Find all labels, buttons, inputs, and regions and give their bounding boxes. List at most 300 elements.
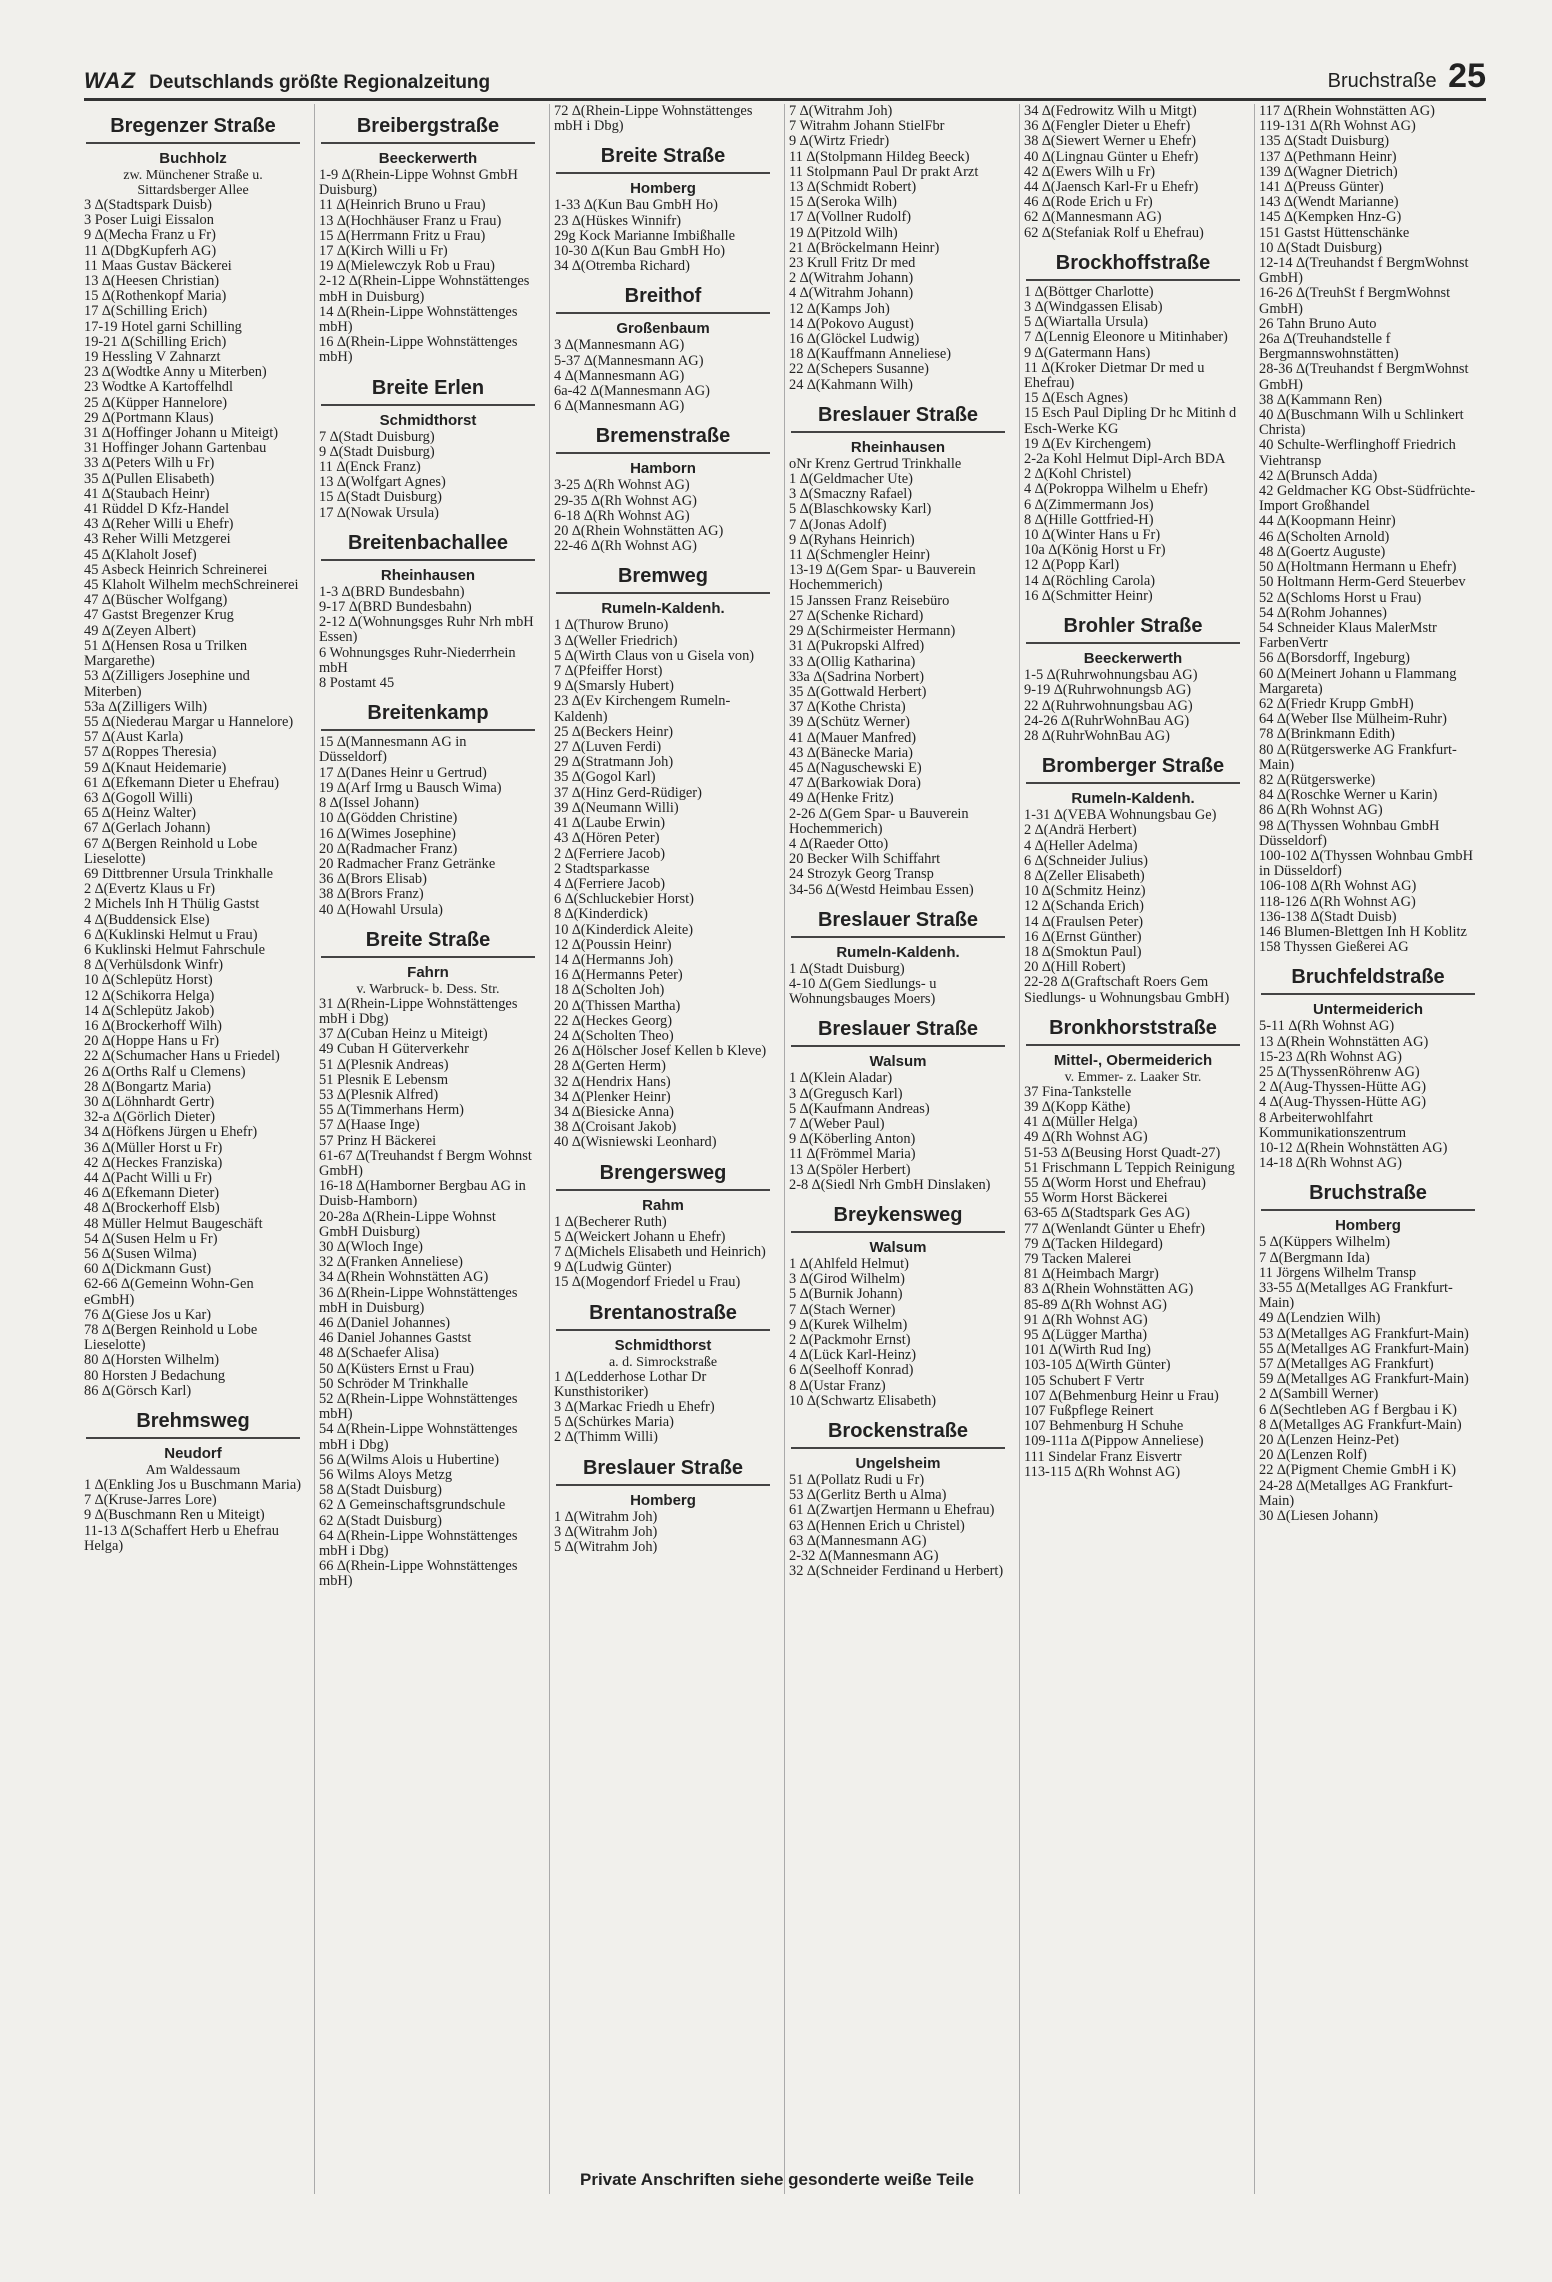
address-entry: 3 ∆(Weller Friedrich) <box>554 632 678 649</box>
address-entry: 6 ∆(Kuklinski Helmut u Frau) <box>84 926 258 943</box>
address-entry: 46 ∆(Efkemann Dieter) <box>84 1185 220 1202</box>
address-entry: 4 ∆(Heller Adelma) <box>1024 837 1138 854</box>
address-entry: 3 Poser Luigi Eissalon <box>84 212 214 229</box>
address-entry: 10 ∆(Schwartz Elisabeth) <box>789 1392 937 1409</box>
address-entry: 3-25 ∆(Rh Wohnst AG) <box>554 477 690 494</box>
address-entry: 34 ∆(Rhein Wohnstätten AG) <box>319 1269 489 1286</box>
address-entry: 22 ∆(Ruhrwohnungsbau AG) <box>1024 697 1193 714</box>
address-entry: 20 Radmacher Franz Getränke <box>319 855 496 872</box>
address-entry: 66 ∆(Rhein-Lippe Wohnstättenges mbH) <box>319 1558 522 1590</box>
address-entry: 13 ∆(Rhein Wohnstätten AG) <box>1259 1033 1429 1050</box>
address-entry: 7 ∆(Kruse-Jarres Lore) <box>84 1492 217 1509</box>
address-entry: 34-56 ∆(Westd Heimbau Essen) <box>789 881 974 898</box>
address-entry: 37 ∆(Cuban Heinz u Miteigt) <box>319 1026 488 1043</box>
address-entry: 9 ∆(Köberling Anton) <box>789 1131 916 1148</box>
district-label: Hamborn <box>630 460 696 478</box>
address-entry: 41 ∆(Mauer Manfred) <box>789 729 917 746</box>
address-entry: 29 ∆(Portmann Klaus) <box>84 409 214 426</box>
address-entry: 86 ∆(Rh Wohnst AG) <box>1259 802 1383 819</box>
address-entry: 36 ∆(Müller Horst u Fr) <box>84 1139 223 1156</box>
street-heading: Breslauer Straße <box>791 908 1005 938</box>
address-entry: 14 ∆(Rhein-Lippe Wohnstättenges mbH) <box>319 303 522 336</box>
street-section-note: v. Emmer- z. Laaker Str. <box>1064 1069 1202 1085</box>
address-entry: 5 ∆(Burnik Johann) <box>789 1286 903 1303</box>
address-entry: 100-102 ∆(Thyssen Wohnbau GmbH in Düsseldorf) <box>1259 847 1477 880</box>
address-entry: 7 ∆(Witrahm Joh) <box>789 104 893 119</box>
waz-logo: WAZ <box>84 68 136 93</box>
address-entry: 135 ∆(Stadt Duisburg) <box>1259 133 1390 150</box>
address-entry: 8 ∆(Kinderdick) <box>554 906 648 923</box>
address-entry: 33-55 ∆(Metallges AG Frankfurt-Main) <box>1259 1280 1453 1312</box>
address-entry: 11 ∆(DbgKupferh AG) <box>84 242 217 259</box>
address-entry: 6 ∆(Sechtleben AG f Bergbau i K) <box>1259 1401 1457 1418</box>
address-entry: 1 ∆(Ledderhose Lothar Dr Kunsthistoriker) <box>554 1368 710 1400</box>
address-entry: 80 ∆(Rütgerswerke AG Frankfurt-Main) <box>1259 741 1457 773</box>
address-entry: 40 ∆(Howahl Ursula) <box>319 901 443 918</box>
address-entry: 4-10 ∆(Gem Siedlungs- u Wohnungsbauges Moers) <box>789 975 940 1008</box>
address-entry: 12 ∆(Kamps Joh) <box>789 300 890 317</box>
address-entry: 57 ∆(Haase Inge) <box>319 1117 420 1134</box>
address-entry: 8 Postamt 45 <box>319 675 395 692</box>
address-entry: 28 ∆(RuhrWohnBau AG) <box>1024 727 1170 744</box>
address-entry: 33a ∆(Sadrina Norbert) <box>789 668 925 685</box>
street-heading: Breykensweg <box>791 1203 1005 1233</box>
district-label: Untermeiderich <box>1312 1001 1424 1019</box>
address-entry: 9 ∆(Ludwig Günter) <box>554 1259 672 1276</box>
address-entry: 103-105 ∆(Wirth Günter) <box>1024 1357 1171 1374</box>
street-heading: Breitenbachallee <box>321 531 535 561</box>
address-entry: 91 ∆(Rh Wohnst AG) <box>1024 1311 1148 1328</box>
address-entry: 9-19 ∆(Ruhrwohnungsb AG) <box>1024 682 1192 699</box>
directory-column <box>1254 104 1477 2194</box>
address-entry: 1 ∆(Geldmacher Ute) <box>789 471 913 488</box>
address-entry: 34 ∆(Höfkens Jürgen u Ehefr) <box>84 1124 258 1141</box>
address-entry: 54 ∆(Rhein-Lippe Wohnstättenges mbH i Dbg) <box>319 1421 522 1453</box>
address-entry: 32-a ∆(Görlich Dieter) <box>84 1109 216 1126</box>
address-entry: 8 ∆(Metallges AG Frankfurt-Main) <box>1259 1416 1462 1433</box>
address-entry: 32 ∆(Schneider Ferdinand u Herbert) <box>789 1563 1004 1580</box>
address-entry: 18 ∆(Kauffmann Anneliese) <box>789 346 951 363</box>
address-entry: 85-89 ∆(Rh Wohnst AG) <box>1024 1296 1167 1313</box>
address-entry: 69 Dittbrenner Ursula Trinkhalle <box>84 865 274 882</box>
address-entry: 80 Horsten J Bedachung <box>84 1367 226 1384</box>
address-entry: 22 ∆(Heckes Georg) <box>554 1012 673 1029</box>
address-entry: 2 ∆(Ferriere Jacob) <box>554 845 666 862</box>
address-entry: 12-14 ∆(Treuhandst f BergmWohnst GmbH) <box>1259 255 1473 287</box>
address-entry: 29 ∆(Stratmann Joh) <box>554 754 674 771</box>
address-entry: 7 ∆(Stadt Duisburg) <box>319 428 435 445</box>
address-entry: 63 ∆(Hennen Erich u Christel) <box>789 1517 965 1534</box>
address-entry: 51 Plesnik E Lebensm <box>319 1071 449 1088</box>
address-entry: 16 ∆(Wimes Josephine) <box>319 825 456 842</box>
address-entry: 52 ∆(Rhein-Lippe Wohnstättenges mbH) <box>319 1391 522 1423</box>
address-entry: 44 ∆(Jaensch Karl-Fr u Ehefr) <box>1024 179 1199 196</box>
address-entry: 8 ∆(Issel Johann) <box>319 795 419 812</box>
address-entry: 8 Arbeiterwohlfahrt Kommunikationszentrum <box>1259 1109 1407 1141</box>
address-entry: 20 ∆(Radmacher Franz) <box>319 840 458 857</box>
address-entry: 5 ∆(Witrahm Joh) <box>554 1539 658 1555</box>
address-entry: 6 ∆(Zimmermann Jos) <box>1024 496 1154 513</box>
address-entry: 32 ∆(Hendrix Hans) <box>554 1073 671 1090</box>
address-entry: 2-12 ∆(Wohnungsges Ruhr Nrh mbH Essen) <box>319 614 537 646</box>
address-entry: 23 Krull Fritz Dr med <box>789 255 916 272</box>
address-entry: 107 ∆(Behmenburg Heinr u Frau) <box>1024 1387 1219 1404</box>
address-entry: 7 ∆(Lennig Eleonore u Mitinhaber) <box>1024 329 1228 346</box>
address-entry: 36 ∆(Fengler Dieter u Ehefr) <box>1024 118 1191 135</box>
address-entry: 26 ∆(Orths Ralf u Clemens) <box>84 1063 246 1080</box>
address-entry: 67 ∆(Gerlach Johann) <box>84 820 211 837</box>
address-entry: 29-35 ∆(Rh Wohnst AG) <box>554 492 697 509</box>
address-entry: 24 ∆(Scholten Theo) <box>554 1027 674 1044</box>
street-heading: Bruchfeldstraße <box>1261 965 1475 995</box>
address-entry: 3 ∆(Smaczny Rafael) <box>789 486 913 503</box>
address-entry: 63-65 ∆(Stadtspark Ges AG) <box>1024 1205 1190 1222</box>
address-entry: 119-131 ∆(Rh Wohnst AG) <box>1259 118 1416 135</box>
address-entry: 8 ∆(Verhülsdonk Winfr) <box>84 957 224 974</box>
address-entry: 5 ∆(Küppers Wilhelm) <box>1259 1234 1391 1251</box>
address-entry: 19 ∆(Pitzold Wilh) <box>789 224 898 241</box>
address-entry: 2-8 ∆(Siedl Nrh GmbH Dinslaken) <box>789 1176 991 1193</box>
address-entry: 4 ∆(Lück Karl-Heinz) <box>789 1347 917 1364</box>
address-entry: 19 Hessling V Zahnarzt <box>84 349 221 366</box>
directory-column <box>1019 104 1242 2194</box>
address-entry: 2 ∆(Packmohr Ernst) <box>789 1332 911 1348</box>
address-entry: 29g Kock Marianne Imbißhalle <box>554 227 736 244</box>
address-entry: 63 ∆(Gogoll Willi) <box>84 789 193 806</box>
address-entry: 62 ∆(Mannesmann AG) <box>1024 209 1162 226</box>
address-entry: 12 ∆(Popp Karl) <box>1024 557 1120 574</box>
address-entry: 55 Worm Horst Bäckerei <box>1024 1190 1168 1207</box>
address-entry: 6-18 ∆(Rh Wohnst AG) <box>554 507 690 524</box>
address-entry: 11 ∆(Frömmel Maria) <box>789 1146 916 1163</box>
address-entry: 13 ∆(Schmidt Robert) <box>789 179 917 196</box>
address-entry: 39 ∆(Neumann Willi) <box>554 799 679 816</box>
district-label: Walsum <box>869 1238 927 1256</box>
address-entry: 25 ∆(ThyssenRöhrenw AG) <box>1259 1063 1420 1080</box>
address-entry: 55 ∆(Timmerhans Herm) <box>319 1102 464 1119</box>
address-entry: 59 ∆(Metallges AG Frankfurt-Main) <box>1259 1371 1469 1388</box>
address-entry: 65 ∆(Heinz Walter) <box>84 805 197 822</box>
address-entry: 50 ∆(Küsters Ernst u Frau) <box>319 1360 475 1377</box>
address-entry: 46 ∆(Scholten Arnold) <box>1259 528 1390 545</box>
address-entry: 48 ∆(Goertz Auguste) <box>1259 543 1386 560</box>
district-label: Fahrn <box>407 963 449 981</box>
address-entry: 20 ∆(Rhein Wohnstätten AG) <box>554 523 724 540</box>
address-entry: 48 Müller Helmut Baugeschäft <box>84 1215 263 1232</box>
address-entry: 35 ∆(Gottwald Herbert) <box>789 683 927 700</box>
address-entry: 64 ∆(Rhein-Lippe Wohnstättenges mbH i Dbg) <box>319 1527 522 1560</box>
address-entry: 57 Prinz H Bäckerei <box>319 1132 437 1149</box>
address-entry: 15 ∆(Rothenkopf Maria) <box>84 288 227 305</box>
street-heading: Brohler Straße <box>1026 614 1240 644</box>
street-heading: Breslauer Straße <box>791 403 1005 433</box>
address-entry: 52 ∆(Schloms Horst u Frau) <box>1259 589 1422 606</box>
address-entry: 20 ∆(Lenzen Rolf) <box>1259 1447 1367 1464</box>
address-entry: 54 Schneider Klaus MalerMstr FarbenVertr <box>1259 619 1441 652</box>
address-entry: 3 ∆(Gregusch Karl) <box>789 1085 903 1102</box>
address-entry: 77 ∆(Wenlandt Günter u Ehefr) <box>1024 1220 1206 1237</box>
address-entry: 30 ∆(Löhnhardt Gertr) <box>84 1093 215 1110</box>
address-entry: 11 ∆(Kroker Dietmar Dr med u Ehefrau) <box>1024 359 1209 392</box>
address-entry: 15 Janssen Franz Reisebüro <box>789 592 950 609</box>
address-entry: 15 ∆(Mannesmann AG in Düsseldorf) <box>319 734 471 766</box>
address-entry: 5 ∆(Kaufmann Andreas) <box>789 1100 930 1117</box>
address-entry: 6 Kuklinski Helmut Fahrschule <box>84 941 266 958</box>
address-entry: 13 ∆(Spöler Herbert) <box>789 1161 911 1178</box>
district-label: Homberg <box>630 1491 696 1509</box>
address-entry: 30 ∆(Wloch Inge) <box>319 1238 423 1255</box>
address-entry: 2 Michels Inh H Thülig Gastst <box>84 896 260 913</box>
newspaper-brand <box>84 68 490 98</box>
address-entry: 158 Thyssen Gießerei AG <box>1259 939 1409 956</box>
address-entry: 1 ∆(Becherer Ruth) <box>554 1213 667 1230</box>
street-heading: Bruchstraße <box>1261 1181 1475 1211</box>
address-entry: 9-17 ∆(BRD Bundesbahn) <box>319 599 472 616</box>
address-entry: 53 ∆(Metallges AG Frankfurt-Main) <box>1259 1325 1469 1342</box>
address-entry: 6 ∆(Schluckebier Horst) <box>554 891 694 908</box>
address-entry: 4 ∆(Pokroppa Wilhelm u Ehefr) <box>1024 481 1208 498</box>
address-entry: 27 ∆(Luven Ferdi) <box>554 739 662 756</box>
address-entry: 118-126 ∆(Rh Wohnst AG) <box>1259 893 1416 910</box>
address-entry: 11 Jörgens Wilhelm Transp <box>1259 1264 1417 1281</box>
address-entry: 20 ∆(Hoppe Hans u Fr) <box>84 1033 220 1050</box>
address-entry: 79 ∆(Tacken Hildegard) <box>1024 1235 1163 1252</box>
address-entry: 46 ∆(Rode Erich u Fr) <box>1024 194 1153 211</box>
address-entry: 56 ∆(Borsdorff, Ingeburg) <box>1259 650 1410 667</box>
address-entry: 16 ∆(Rhein-Lippe Wohnstättenges mbH) <box>319 334 522 366</box>
address-entry: 78 ∆(Bergen Reinhold u Lobe Lieselotte) <box>84 1322 261 1354</box>
address-entry: 18 ∆(Scholten Joh) <box>554 982 665 999</box>
street-section-note: v. Warbruck- b. Dess. Str. <box>356 981 500 997</box>
address-entry: 13 ∆(Wolfgart Agnes) <box>319 474 446 491</box>
street-heading: Brengersweg <box>556 1161 770 1191</box>
address-entry: 5 ∆(Weickert Johann u Ehefr) <box>554 1228 726 1245</box>
address-entry: 59 ∆(Knaut Heidemarie) <box>84 759 227 776</box>
address-entry: 7 ∆(Pfeiffer Horst) <box>554 663 663 680</box>
street-heading: Bremenstraße <box>556 424 770 454</box>
address-entry: 22-46 ∆(Rh Wohnst AG) <box>554 538 697 555</box>
address-entry: 31 ∆(Rhein-Lippe Wohnstättenges mbH i Dbg) <box>319 995 522 1027</box>
address-entry: 17 ∆(Vollner Rudolf) <box>789 209 912 226</box>
address-entry: 19-21 ∆(Schilling Erich) <box>84 333 227 350</box>
address-entry: 31 ∆(Pukropski Alfred) <box>789 638 925 655</box>
address-entry: 14 ∆(Röchling Carola) <box>1024 572 1156 589</box>
address-entry: 22 ∆(Schepers Susanne) <box>789 361 929 378</box>
address-entry: 3 ∆(Stadtspark Duisb) <box>84 197 212 213</box>
address-entry: 5 ∆(Wiartalla Ursula) <box>1024 314 1149 331</box>
address-entry: 58 ∆(Stadt Duisburg) <box>319 1482 442 1499</box>
address-entry: 25 ∆(Küpper Hannelore) <box>84 394 228 411</box>
address-entry: 17 ∆(Danes Heinr u Gertrud) <box>319 764 487 781</box>
address-entry: 55 ∆(Worm Horst und Ehefrau) <box>1024 1174 1206 1191</box>
street-heading: Bremweg <box>556 564 770 594</box>
address-entry: 81 ∆(Heimbach Margr) <box>1024 1266 1159 1283</box>
address-entry: 34 ∆(Plenker Heinr) <box>554 1088 671 1105</box>
address-entry: 38 ∆(Brors Franz) <box>319 886 424 903</box>
address-entry: 6 Wohnungsges Ruhr-Niederrhein mbH <box>319 644 520 676</box>
address-entry: 15 ∆(Seroka Wilh) <box>789 194 897 211</box>
address-entry: 53 ∆(Zilligers Josephine und Miterben) <box>84 668 254 700</box>
address-entry: 62 ∆(Stadt Duisburg) <box>319 1512 442 1529</box>
newspaper-tagline: Deutschlands größte Regionalzeitung <box>149 72 491 93</box>
address-entry: 109-111a ∆(Pippow Anneliese) <box>1024 1433 1204 1450</box>
address-entry: 53 ∆(Gerlitz Berth u Alma) <box>789 1487 947 1504</box>
directory-column <box>784 104 1007 2194</box>
address-entry: 9 ∆(Gatermann Hans) <box>1024 344 1151 361</box>
address-entry: 10 ∆(Gödden Christine) <box>319 810 458 827</box>
address-entry: 1 ∆(Enkling Jos u Buschmann Maria) <box>84 1477 302 1494</box>
section-title: Bruchstraße <box>1327 70 1437 92</box>
address-entry: 106-108 ∆(Rh Wohnst AG) <box>1259 878 1417 895</box>
address-entry: 64 ∆(Weber Ilse Mülheim-Ruhr) <box>1259 711 1447 728</box>
address-entry: 49 Cuban H Güterverkehr <box>319 1041 469 1058</box>
address-entry: 45 Asbeck Heinrich Schreinerei <box>84 561 268 578</box>
address-entry: 35 ∆(Pullen Elisabeth) <box>84 470 215 487</box>
address-entry: 2 Stadtsparkasse <box>554 860 650 877</box>
address-entry: 31 ∆(Hoffinger Johann u Miteigt) <box>84 425 278 442</box>
address-entry: 62-66 ∆(Gemeinn Wohn-Gen eGmbH) <box>84 1276 258 1308</box>
address-entry: 39 ∆(Kopp Käthe) <box>1024 1098 1131 1115</box>
address-entry: 10 ∆(Schlepütz Horst) <box>84 972 213 989</box>
address-entry: 105 Schubert F Vertr <box>1024 1372 1145 1389</box>
address-entry: 62 ∆(Friedr Krupp GmbH) <box>1259 695 1414 712</box>
address-entry: 10 ∆(Schmitz Heinz) <box>1024 883 1146 900</box>
address-entry: 9 ∆(Smarsly Hubert) <box>554 678 674 695</box>
address-entry: 29 ∆(Schirmeister Hermann) <box>789 623 956 640</box>
address-entry: 1 ∆(Thurow Bruno) <box>554 617 669 634</box>
directory-column <box>314 104 537 2194</box>
address-entry: 44 ∆(Koopmann Heinr) <box>1259 513 1396 530</box>
address-entry: 11 ∆(Heinrich Bruno u Frau) <box>319 197 486 214</box>
street-heading: Breslauer Straße <box>791 1017 1005 1047</box>
address-entry: 60 ∆(Dickmann Gust) <box>84 1261 212 1278</box>
address-entry: 53a ∆(Zilligers Wilh) <box>84 698 208 715</box>
address-entry: 79 Tacken Malerei <box>1024 1250 1132 1267</box>
address-entry: 41 ∆(Staubach Heinr) <box>84 485 210 502</box>
address-entry: 14 ∆(Schlepütz Jakob) <box>84 1002 215 1019</box>
address-entry: 44 ∆(Pacht Willi u Fr) <box>84 1170 212 1186</box>
address-entry: 145 ∆(Kempken Hnz-G) <box>1259 209 1402 226</box>
district-label: Schmidthorst <box>614 1336 712 1354</box>
address-entry: 6a-42 ∆(Mannesmann AG) <box>554 383 710 400</box>
district-label: Mittel-, Obermeiderich <box>1053 1051 1213 1069</box>
street-heading: Brehmsweg <box>86 1409 300 1439</box>
address-entry: 38 ∆(Croisant Jakob) <box>554 1119 677 1136</box>
address-entry: 139 ∆(Wagner Dietrich) <box>1259 163 1398 180</box>
address-entry: 54 ∆(Rohm Johannes) <box>1259 604 1387 621</box>
address-entry: 9 ∆(Mecha Franz u Fr) <box>84 227 216 244</box>
address-entry: 47 Gastst Bregenzer Krug <box>84 607 234 624</box>
address-entry: 36 ∆(Rhein-Lippe Wohnstättenges mbH in Duisburg) <box>319 1284 522 1316</box>
address-entry: 43 ∆(Hören Peter) <box>554 830 660 847</box>
address-entry: 8 ∆(Ustar Franz) <box>789 1377 886 1394</box>
address-entry: 62 ∆(Stefaniak Rolf u Ehefrau) <box>1024 224 1204 241</box>
address-entry: 14-18 ∆(Rh Wohnst AG) <box>1259 1155 1402 1172</box>
address-entry: 4 ∆(Buddensick Else) <box>84 911 210 928</box>
address-entry: 15 ∆(Herrmann Fritz u Frau) <box>319 227 486 244</box>
street-heading: Bronkhorststraße <box>1026 1016 1240 1046</box>
address-entry: 22 ∆(Schumacher Hans u Friedel) <box>84 1048 280 1065</box>
address-entry: 61 ∆(Efkemann Dieter u Ehefrau) <box>84 774 279 791</box>
address-entry: 40 Schulte-Werflinghoff Friedrich Viehtransp <box>1259 437 1460 469</box>
address-entry: 82 ∆(Rütgerswerke) <box>1259 771 1376 788</box>
address-entry: 1-31 ∆(VEBA Wohnungsbau Ge) <box>1024 807 1217 824</box>
address-entry: 49 ∆(Lendzien Wilh) <box>1259 1310 1381 1327</box>
directory-column <box>84 104 302 2194</box>
district-label: Buchholz <box>159 150 227 167</box>
address-entry: 10 ∆(Winter Hans u Fr) <box>1024 527 1161 544</box>
address-entry: 11 Maas Gustav Bäckerei <box>84 257 232 274</box>
address-entry: 46 Daniel Johannes Gastst <box>319 1330 472 1347</box>
address-entry: 50 ∆(Holtmann Hermann u Ehefr) <box>1259 559 1457 576</box>
address-entry: 107 Fußpflege Reinert <box>1024 1403 1154 1420</box>
address-entry: 1 ∆(Witrahm Joh) <box>554 1508 658 1525</box>
address-entry: 26 Tahn Bruno Auto <box>1259 315 1377 332</box>
address-entry: 53 ∆(Plesnik Alfred) <box>319 1086 439 1103</box>
street-heading: Breslauer Straße <box>556 1456 770 1486</box>
address-entry: 2 ∆(Evertz Klaus u Fr) <box>84 881 216 898</box>
address-entry: 33 ∆(Peters Wilh u Fr) <box>84 455 215 472</box>
street-heading: Breite Erlen <box>321 376 535 406</box>
address-entry: 111 Sindelar Franz Eisvertr <box>1024 1448 1182 1465</box>
address-entry: 86 ∆(Görsch Karl) <box>84 1382 192 1399</box>
address-entry: 42 ∆(Heckes Franziska) <box>84 1154 223 1171</box>
address-entry: 26 ∆(Hölscher Josef Kellen b Kleve) <box>554 1043 767 1060</box>
address-entry: 34 ∆(Fedrowitz Wilh u Mitgt) <box>1024 104 1197 119</box>
address-entry: 24-26 ∆(RuhrWohnBau AG) <box>1024 712 1190 729</box>
address-entry: 1-5 ∆(Ruhrwohnungsbau AG) <box>1024 667 1198 684</box>
district-label: Rheinhausen <box>380 566 476 584</box>
district-label: Rumeln-Kaldenh. <box>836 943 960 961</box>
address-entry: 55 ∆(Metallges AG Frankfurt-Main) <box>1259 1340 1469 1357</box>
district-label: Walsum <box>869 1053 927 1071</box>
address-entry: 10-30 ∆(Kun Bau GmbH Ho) <box>554 243 726 260</box>
page-header <box>84 57 1486 101</box>
address-entry: 5 ∆(Blaschkowsky Karl) <box>789 501 932 518</box>
address-entry: 16 ∆(Brockerhoff Wilh) <box>84 1017 222 1034</box>
address-entry: 57 ∆(Roppes Theresia) <box>84 744 217 761</box>
address-entry: 141 ∆(Preuss Günter) <box>1259 179 1384 196</box>
address-entry: 16-26 ∆(TreuhSt f BergmWohnst GmbH) <box>1259 285 1454 317</box>
address-entry: 28-36 ∆(Treuhandst f BergmWohnst GmbH) <box>1259 361 1473 393</box>
address-entry: 95 ∆(Lügger Martha) <box>1024 1327 1148 1343</box>
address-entry: 7 Witrahm Johann StielFbr <box>789 118 945 135</box>
district-label: Homberg <box>1335 1217 1401 1235</box>
address-entry: 2-26 ∆(Gem Spar- u Bauverein Hochemmerich) <box>789 805 973 837</box>
address-entry: 20-28a ∆(Rhein-Lippe Wohnst GmbH Duisburg) <box>319 1208 500 1240</box>
address-entry: 45 ∆(Naguschewski E) <box>789 759 922 776</box>
address-entry: 3 ∆(Witrahm Joh) <box>554 1523 658 1540</box>
address-entry: 9 ∆(Buschmann Ren u Miteigt) <box>84 1507 265 1524</box>
address-entry: 84 ∆(Roschke Werner u Karin) <box>1259 787 1438 804</box>
address-entry: 24 ∆(Kahmann Wilh) <box>789 376 913 393</box>
address-entry: 15 ∆(Stadt Duisburg) <box>319 489 442 506</box>
street-heading: Brentanostraße <box>556 1301 770 1331</box>
address-entry: 32 ∆(Franken Anneliese) <box>319 1254 463 1271</box>
district-label: Rahm <box>642 1196 684 1214</box>
address-entry: 56 Wilms Aloys Metzg <box>319 1467 453 1484</box>
address-entry: 60 ∆(Meinert Johann u Flammang Margareta) <box>1259 665 1461 697</box>
address-entry: 30 ∆(Liesen Johann) <box>1259 1508 1379 1525</box>
address-entry: 1-9 ∆(Rhein-Lippe Wohnst GmbH Duisburg) <box>319 167 522 199</box>
address-entry: 1 ∆(Stadt Duisburg) <box>789 960 905 977</box>
address-entry: 28 ∆(Gerten Herm) <box>554 1058 666 1075</box>
address-entry: 56 ∆(Susen Wilma) <box>84 1246 197 1263</box>
address-entry: oNr Krenz Gertrud Trinkhalle <box>789 455 962 472</box>
address-entry: 40 ∆(Wisniewski Leonhard) <box>554 1134 717 1151</box>
district-label: Ungelsheim <box>855 1455 941 1473</box>
address-entry: 41 Rüddel D Kfz-Handel <box>84 501 230 518</box>
